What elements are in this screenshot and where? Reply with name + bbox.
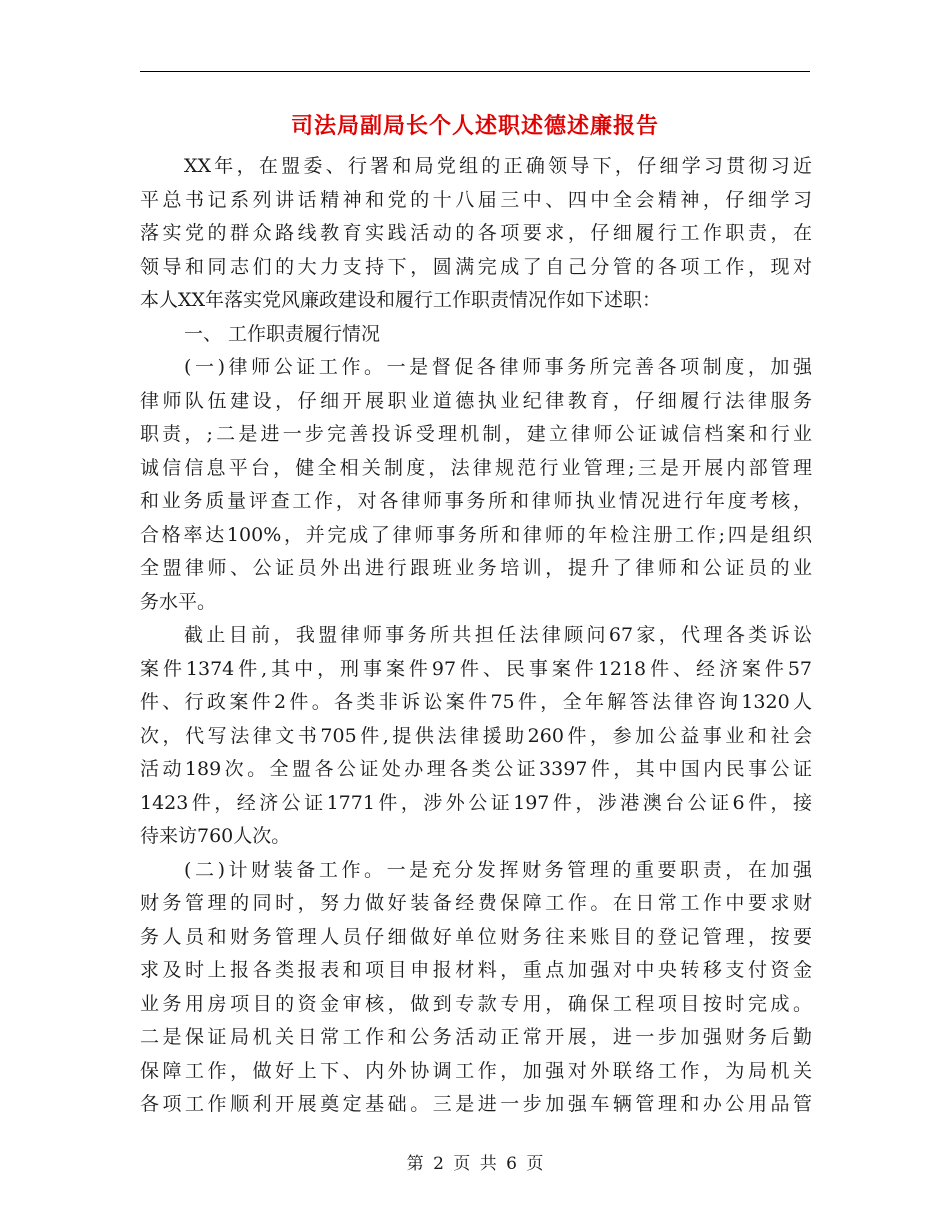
text-line: 案件1374件,其中，刑事案件97件、民事案件1218件、经济案件57 bbox=[140, 657, 812, 680]
text-line: 各项工作顺利开展奠定基础。三是进一步加强车辆管理和办公用品管 bbox=[140, 1093, 812, 1115]
text-line: 合格率达100%，并完成了律师事务所和律师的年检注册工作;四是组织 bbox=[140, 523, 812, 546]
text-line: 次，代写法律文书705件,提供法律援助260件，参加公益事业和社会 bbox=[140, 724, 812, 747]
text-line: 全盟律师、公证员外出进行跟班业务培训，提升了律师和公证员的业 bbox=[140, 557, 812, 579]
document-title: 司法局副局长个人述职述德述廉报告 bbox=[290, 113, 659, 139]
text-line: 领导和同志们的大力支持下，圆满完成了自己分管的各项工作，现对 bbox=[140, 255, 812, 278]
document-body bbox=[140, 150, 812, 1122]
text-line: 保障工作，做好上下、内外协调工作，加强对外联络工作，为局机关 bbox=[140, 1059, 812, 1082]
page-number: 第 2 页 共 6 页 bbox=[406, 1154, 544, 1174]
text-line: 和业务质量评查工作，对各律师事务所和律师执业情况进行年度考核， bbox=[140, 490, 812, 512]
text-line: 待来访760人次。 bbox=[140, 825, 291, 847]
text-line: 务人员和财务管理人员仔细做好单位财务往来账目的登记管理，按要 bbox=[140, 925, 812, 948]
text-line: 职责，;二是进一步完善投诉受理机制，建立律师公证诚信档案和行业 bbox=[140, 423, 812, 445]
text-line: 本人XX年落实党风廉政建设和履行工作职责情况作如下述职： bbox=[140, 289, 662, 311]
text-line: 诚信信息平台，健全相关制度，法律规范行业管理;三是开展内部管理 bbox=[140, 456, 812, 479]
text-line: 落实党的群众路线教育实践活动的各项要求，仔细履行工作职责，在 bbox=[140, 222, 812, 244]
text-line: 务水平。 bbox=[140, 590, 217, 613]
section-heading: 一、 工作职责履行情况 bbox=[184, 322, 381, 345]
text-line: 活动189次。全盟各公证处办理各类公证3397件，其中国内民事公证 bbox=[140, 758, 812, 780]
text-line: 财务管理的同时，努力做好装备经费保障工作。在日常工作中要求财 bbox=[140, 892, 812, 914]
text-line: 件、行政案件2件。各类非诉讼案件75件，全年解答法律咨询1320人 bbox=[140, 691, 812, 713]
text-line: 平总书记系列讲话精神和党的十八届三中、四中全会精神，仔细学习 bbox=[140, 188, 812, 211]
text-line: 二是保证局机关日常工作和公务活动正常开展，进一步加强财务后勤 bbox=[140, 1026, 812, 1048]
text-line: (一)律师公证工作。一是督促各律师事务所完善各项制度，加强 bbox=[184, 356, 812, 378]
header-rule bbox=[140, 71, 810, 72]
text-line: 求及时上报各类报表和项目申报材料，重点加强对中央转移支付资金 bbox=[140, 959, 812, 981]
text-line: (二)计财装备工作。一是充分发挥财务管理的重要职责，在加强 bbox=[184, 858, 812, 881]
text-line: XX年，在盟委、行署和局党组的正确领导下，仔细学习贯彻习近 bbox=[184, 155, 812, 177]
text-line: 截止目前，我盟律师事务所共担任法律顾问67家，代理各类诉讼 bbox=[184, 624, 812, 646]
text-line: 业务用房项目的资金审核，做到专款专用，确保工程项目按时完成。 bbox=[140, 992, 812, 1015]
text-line: 1423件，经济公证1771件，涉外公证197件，涉港澳台公证6件，接 bbox=[140, 791, 812, 814]
text-line: 律师队伍建设，仔细开展职业道德执业纪律教育，仔细履行法律服务 bbox=[140, 389, 812, 412]
